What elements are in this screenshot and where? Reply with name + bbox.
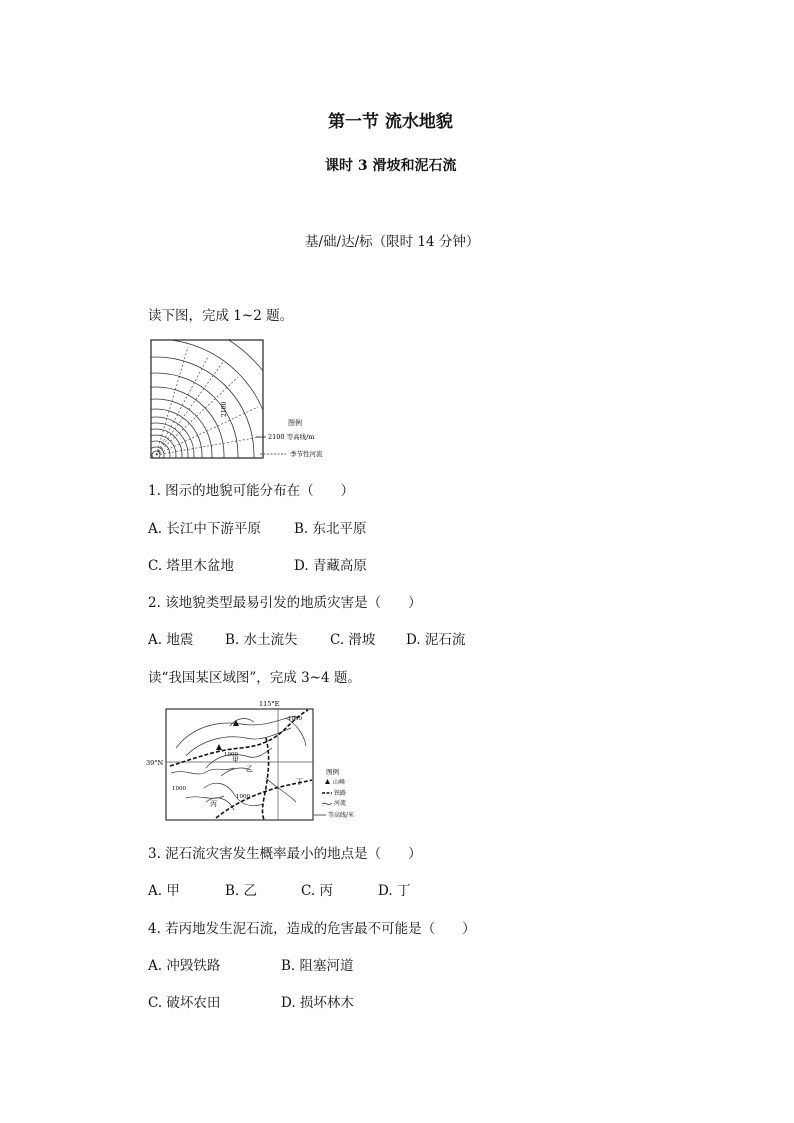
q2-option-b[interactable]: B. 水土流失 <box>225 632 298 648</box>
contour-value-label: 1000 <box>236 794 250 800</box>
legend-contour-text: 等高线/米 <box>328 812 355 819</box>
legend-rail-text: 铁路 <box>334 790 347 797</box>
question-4-stem: 4. 若丙地发生泥石流，造成的危害最不可能是（ ） <box>148 921 476 937</box>
longitude-label: 115°E <box>259 700 280 708</box>
place-label-bing: 丙 <box>210 800 217 808</box>
q4-option-b[interactable]: B. 阻塞河道 <box>281 958 354 974</box>
place-label-ding: 丁 <box>296 778 303 786</box>
place-label-jia: 甲 <box>232 756 239 764</box>
contour-value-label: 1000 <box>172 786 186 792</box>
group2-intro: 读“我国某区域图”，完成 3~4 题。 <box>148 670 361 686</box>
place-label-yi: 乙 <box>246 765 253 773</box>
legend-peak-text: 山峰 <box>333 779 346 786</box>
q4-option-c[interactable]: C. 破坏农田 <box>148 995 221 1011</box>
legend-contour-text: 2100 等高线/m <box>268 433 315 441</box>
question-2-stem: 2. 该地貌类型最易引发的地质灾害是（ ） <box>148 595 422 611</box>
latitude-label: 39°N <box>146 759 164 767</box>
contour-value-label: 1000 <box>288 716 302 722</box>
q3-option-d[interactable]: D. 丁 <box>378 883 411 899</box>
legend-river-text: 季节性河流 <box>290 450 323 458</box>
q3-option-c[interactable]: C. 丙 <box>301 883 333 899</box>
q1-option-d[interactable]: D. 青藏高原 <box>294 558 367 574</box>
q1-option-c[interactable]: C. 塔里木盆地 <box>148 558 234 574</box>
q1-option-b[interactable]: B. 东北平原 <box>294 521 367 537</box>
group1-intro: 读下图，完成 1~2 题。 <box>148 308 294 324</box>
contour-value-label: 1000 <box>224 752 238 758</box>
contour-value-label: 2100 <box>221 401 228 417</box>
q2-option-d[interactable]: D. 泥石流 <box>406 632 466 648</box>
q2-option-c[interactable]: C. 滑坡 <box>330 632 376 648</box>
q2-option-a[interactable]: A. 地震 <box>148 632 194 648</box>
q3-option-a[interactable]: A. 甲 <box>148 883 180 899</box>
question-1-stem: 1. 图示的地貌可能分布在（ ） <box>148 483 355 499</box>
page-subtitle: 课时 3 滑坡和泥石流 <box>325 158 457 174</box>
section-heading: 基/础/达/标（限时 14 分钟） <box>305 234 480 250</box>
contour-map-figure <box>148 337 348 463</box>
q1-option-a[interactable]: A. 长江中下游平原 <box>148 521 261 537</box>
legend-river-text: 河流 <box>334 800 347 807</box>
legend-title: 图例 <box>326 768 339 776</box>
legend-river-symbol <box>322 803 332 804</box>
q4-option-d[interactable]: D. 损坏林木 <box>281 995 354 1011</box>
page-title: 第一节 流水地貌 <box>328 112 453 132</box>
legend-peak-icon <box>325 779 330 784</box>
regional-map-figure <box>146 698 361 826</box>
question-3-stem: 3. 泥石流灾害发生概率最小的地点是（ ） <box>148 846 422 862</box>
q4-option-a[interactable]: A. 冲毁铁路 <box>148 958 221 974</box>
legend-title: 图例 <box>288 419 302 427</box>
q3-option-b[interactable]: B. 乙 <box>225 883 258 899</box>
